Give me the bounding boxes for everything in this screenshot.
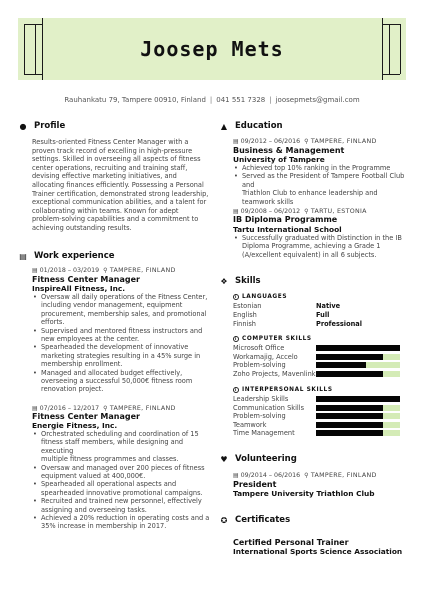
- edu-2-meta: ▤ 09/2008 – 06/2012 ⚲ TARTU, ESTONIA: [233, 208, 367, 215]
- puzzle-icon: ❖: [220, 276, 228, 286]
- job-1-bullets: [32, 293, 217, 394]
- edu-1-school: University of Tampere: [233, 155, 325, 164]
- bullet-line: Triathlon Club to enhance leadership and: [242, 189, 378, 198]
- skill-level-bar: [316, 345, 400, 351]
- bullet-line: efforts.: [41, 318, 65, 327]
- bullet-item: [32, 369, 217, 394]
- skill-name: Leadership Skills: [233, 395, 289, 403]
- bullet-line: teamwork skills: [242, 197, 294, 206]
- bullet-line: Diploma Programme, achieving a Grade 1: [242, 242, 381, 251]
- skill-name: Teamwork: [233, 420, 267, 429]
- info-icon: i: [233, 294, 239, 300]
- calendar-icon: ▤: [233, 138, 239, 145]
- bullet-line: including vendor management, equipment: [41, 301, 183, 310]
- profile-line: allocating finances efficiently. Possessing a Personal: [32, 180, 204, 189]
- job-2-meta: ▤ 07/2016 – 12/2017 ⚲ TAMPERE, FINLAND: [32, 405, 176, 412]
- briefcase-icon: ▤: [19, 251, 27, 261]
- profile-line: center operations, recruiting and training staff,: [32, 163, 188, 172]
- skill-level-fill: [316, 354, 383, 360]
- language-level: Native: [316, 302, 341, 310]
- skill-level-bar: [316, 430, 400, 436]
- skill-name: Microsoft Office: [233, 344, 285, 352]
- address: Rauhankatu 79, Tampere 00910, Finland: [64, 96, 206, 104]
- bullet-item: [233, 172, 413, 206]
- bullet-line: • Supervised and mentored fitness instructors and: [41, 326, 203, 335]
- bullet-line: (A/excellent equivalent) in all 6 subjects.: [242, 250, 377, 259]
- graduation-cap-icon: ▲: [220, 121, 228, 131]
- bullet-line: • Successfully graduated with Distinction in the IB: [242, 234, 402, 242]
- volunteering-meta: ▤ 09/2014 – 06/2016 ⚲ TAMPERE, FINLAND: [233, 472, 377, 479]
- bullet-line: • Oversaw all daily operations of the Fitness Center,: [41, 293, 208, 301]
- email[interactable]: joosepmets@gmail.com: [275, 96, 360, 104]
- bullet-item: [32, 514, 217, 531]
- calendar-icon: ▤: [233, 472, 239, 479]
- certificates-section-title: ✪ Certificates: [220, 515, 291, 525]
- edu-1-degree: Business & Management: [233, 146, 345, 155]
- education-section-title: ▲ Education: [220, 121, 283, 131]
- job-2-title: Fitness Center Manager: [32, 412, 140, 421]
- profile-line: Results-oriented Fitness Center Manager with a: [32, 138, 189, 146]
- language-name: English: [233, 311, 257, 319]
- bullet-line: marketing strategies resulting in a 45% surge in: [41, 351, 201, 360]
- profile-summary: [32, 138, 212, 233]
- profile-line: settings. Skilled in overseeing all aspects of fitness: [32, 155, 201, 164]
- profile-line: Trainer certification, demonstrated strong leadership,: [32, 189, 209, 198]
- info-icon: i: [233, 387, 239, 393]
- profile-line: problem-solving capabilities and a commitment to: [32, 215, 199, 224]
- interpersonal-skills-subhead: i INTERPERSONAL SKILLS: [235, 387, 333, 393]
- bullet-item: [32, 343, 217, 368]
- skill-level-fill: [316, 345, 400, 351]
- language-name: Finnish: [233, 320, 256, 328]
- bullet-item: [32, 480, 217, 497]
- job-2-company: Energie Fitness, Inc.: [32, 421, 118, 430]
- bullet-line: procurement, membership sales, and promotional: [41, 309, 207, 318]
- skill-level-bar: [316, 362, 400, 368]
- skill-level-fill: [316, 405, 383, 411]
- bullet-line: • Spearheaded the development of innovative: [41, 343, 189, 352]
- resume-header: [18, 18, 406, 80]
- skill-level-fill: [316, 430, 383, 436]
- skill-name: Zoho Projects, Mavenlink: [233, 369, 316, 378]
- skill-level-bar: [316, 405, 400, 411]
- skill-level-fill: [316, 413, 383, 419]
- bullet-line: • Managed and allocated budget effectively,: [41, 368, 183, 377]
- bullet-item: [32, 327, 217, 344]
- edu-1-meta: ▤ 09/2012 – 06/2016 ⚲ TAMPERE, FINLAND: [233, 138, 377, 145]
- location-pin-icon: ⚲: [304, 208, 309, 215]
- location-pin-icon: ⚲: [304, 138, 309, 145]
- volunteering-role: President: [233, 480, 277, 489]
- contact-info: Rauhankatu 79, Tampere 00910, Finland | 041 551 7328 | joosepmets@gmail.com: [64, 96, 360, 104]
- award-icon: ✪: [220, 515, 228, 525]
- skill-name: Problem-solving: [233, 361, 286, 369]
- skill-level-bar: [316, 354, 400, 360]
- bullet-line: spearheaded innovative promotional campaigns.: [41, 488, 203, 497]
- certificate-name: Certified Personal Trainer: [233, 538, 349, 547]
- bullet-item: [32, 464, 217, 481]
- candidate-name: Joosep Mets: [140, 37, 284, 61]
- profile-line: proven track record of excelling in high-pressure: [32, 146, 193, 155]
- bullet-line: • Served as the President of Tampere Football Club and: [242, 172, 405, 189]
- calendar-icon: ▤: [32, 267, 38, 274]
- bullet-item: [32, 293, 217, 327]
- computer-skills-subhead: i COMPUTER SKILLS: [235, 336, 312, 342]
- skill-level-fill: [316, 422, 383, 428]
- skill-level-bar: [316, 396, 400, 402]
- heart-icon: ♥: [220, 454, 228, 464]
- language-level: Full: [316, 311, 330, 319]
- bullet-line: overseeing a successful 50,000€ fitness room: [41, 377, 193, 386]
- work-section-title: ▤ Work experience: [19, 251, 115, 261]
- bullet-line: new employees at the center.: [41, 335, 140, 344]
- profile-line: devising effective marketing initiatives, and: [32, 172, 177, 181]
- profile-section-title: ● Profile: [19, 121, 66, 131]
- profile-line: exceptional communication abilities, and a talent for: [32, 198, 207, 207]
- job-1-title: Fitness Center Manager: [32, 275, 140, 284]
- edu-2-school: Tartu International School: [233, 225, 342, 234]
- bullet-line: 35% increase in membership in 2017.: [41, 522, 167, 531]
- bullet-line: • Spearheaded all operational aspects and: [41, 480, 177, 489]
- phone[interactable]: 041 551 7328: [216, 96, 266, 104]
- bullet-item: [32, 430, 217, 464]
- bullet-item: [233, 234, 413, 259]
- bullet-line: • Recruited and trained new personnel, effectively: [41, 497, 202, 506]
- location-pin-icon: ⚲: [304, 472, 309, 479]
- bullet-line: equipment valued at 400,000€.: [41, 472, 146, 481]
- certificate-org: International Sports Science Association: [233, 547, 403, 556]
- volunteering-org: Tampere University Triathlon Club: [233, 489, 375, 498]
- job-1-company: InspireAll Fitness, Inc.: [32, 284, 126, 293]
- bullet-line: assigning and overseeing tasks.: [41, 505, 147, 514]
- bullet-item: [233, 164, 413, 172]
- edu-1-bullets: [233, 164, 413, 206]
- calendar-icon: ▤: [32, 405, 38, 412]
- bullet-line: • Achieved a 20% reduction in operating costs and a: [41, 514, 210, 523]
- bullet-line: fitness staff members, while designing and executing: [41, 438, 184, 455]
- skill-name: Problem-solving: [233, 412, 286, 420]
- job-2-bullets: [32, 430, 217, 531]
- location-pin-icon: ⚲: [103, 405, 108, 412]
- bullet-line: • Orchestrated scheduling and coordination of 15: [41, 430, 199, 438]
- skill-name: Time Management: [233, 429, 295, 437]
- skill-name: Workamajig, Accelo: [233, 352, 298, 361]
- info-icon: i: [233, 336, 239, 342]
- bullet-line: membership enrollment.: [41, 360, 123, 369]
- volunteering-section-title: ♥ Volunteering: [220, 454, 297, 464]
- job-1-meta: ▤ 01/2018 – 03/2019 ⚲ TAMPERE, FINLAND: [32, 267, 176, 274]
- skill-name: Communication Skills: [233, 403, 305, 412]
- profile-line: achieving outstanding results.: [32, 223, 132, 232]
- skill-level-bar: [316, 371, 400, 377]
- profile-line: collaborating within teams. Known for adept: [32, 206, 179, 215]
- bullet-line: • Achieved top 10% ranking in the Programme: [242, 164, 391, 172]
- bullet-item: [32, 497, 217, 514]
- skill-level-fill: [316, 371, 383, 377]
- person-icon: ●: [19, 121, 27, 131]
- skill-level-bar: [316, 413, 400, 419]
- skill-level-fill: [316, 396, 400, 402]
- language-name: Estonian: [233, 302, 262, 310]
- edu-2-degree: IB Diploma Programme: [233, 215, 338, 224]
- language-level: Professional: [316, 320, 362, 328]
- calendar-icon: ▤: [233, 208, 239, 215]
- edu-2-bullets: [233, 234, 413, 259]
- bullet-line: • Oversaw and managed over 200 pieces of fitness: [41, 463, 205, 472]
- bullet-line: multiple fitness programmes and classes.: [41, 455, 179, 464]
- skill-level-fill: [316, 362, 366, 368]
- skills-section-title: ❖ Skills: [220, 276, 261, 286]
- skill-level-bar: [316, 422, 400, 428]
- location-pin-icon: ⚲: [103, 267, 108, 274]
- languages-subhead: i LANGUAGES: [235, 294, 288, 300]
- bullet-line: renovation project.: [41, 385, 104, 394]
